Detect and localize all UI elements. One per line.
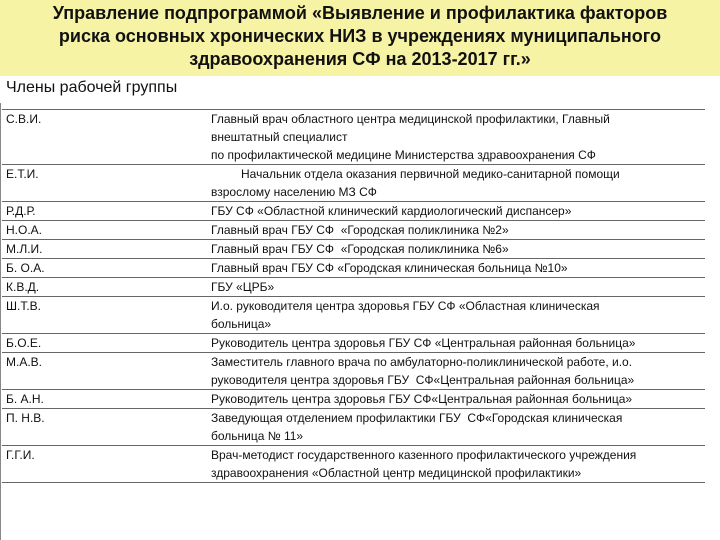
member-position <box>209 278 705 297</box>
member-initials: Р.Д.Р. <box>2 202 209 221</box>
table-row <box>2 297 705 334</box>
member-initials: М.А.В. <box>2 353 209 390</box>
member-initials: Б.О.Е. <box>2 334 209 353</box>
member-initials: Б. А.Н. <box>2 390 209 409</box>
table-row <box>2 334 705 353</box>
table-row <box>2 110 705 165</box>
member-position <box>209 202 705 221</box>
table-row <box>2 353 705 390</box>
members-table-body <box>2 110 705 483</box>
title-line: Управление подпрограммой «Выявление и профилактика факторов <box>52 3 668 23</box>
section-subtitle: Члены рабочей группы <box>6 79 178 96</box>
member-position <box>209 221 705 240</box>
position-line: по профилактической медицине Министерства здравоохранения СФ <box>211 148 596 162</box>
member-position <box>209 390 705 409</box>
table-row <box>2 165 705 202</box>
position-line: Главный врач областного центра медицинской профилактики, Главный <box>211 112 610 126</box>
position-line: Главный врач ГБУ СФ «Городская клиническая больница №10» <box>211 261 568 275</box>
table-row <box>2 390 705 409</box>
position-line: Руководитель центра здоровья ГБУ СФ «Центральная районная больница» <box>211 336 636 350</box>
position-line: больница № 11» <box>211 429 304 443</box>
position-line: руководителя центра здоровья ГБУ СФ«Центральная районная больница» <box>211 373 635 387</box>
member-initials: П. Н.В. <box>2 409 209 446</box>
table-row <box>2 278 705 297</box>
member-initials: С.В.И. <box>2 110 209 165</box>
table-row <box>2 240 705 259</box>
position-line: Заместитель главного врача по амбулаторно-поликлинической работе, и.о. <box>211 355 633 369</box>
member-initials: Е.Т.И. <box>2 165 209 202</box>
position-line: ГБУ «ЦРБ» <box>211 280 275 294</box>
member-position <box>209 165 705 202</box>
position-line: Главный врач ГБУ СФ «Городская поликлиника №6» <box>211 242 509 256</box>
position-line: больница» <box>211 317 272 331</box>
position-line: взрослому населению МЗ СФ <box>211 185 377 199</box>
members-table <box>2 109 705 483</box>
member-initials: К.В.Д. <box>2 278 209 297</box>
table-row <box>2 409 705 446</box>
page-title <box>0 0 720 71</box>
member-position <box>209 334 705 353</box>
position-line: Главный врач ГБУ СФ «Городская поликлиника №2» <box>211 223 509 237</box>
members-sheet <box>0 103 720 540</box>
position-line: Заведующая отделением профилактики ГБУ СФ«Городская клиническая <box>211 411 623 425</box>
position-line: внештатный специалист <box>211 130 348 144</box>
title-line: здравоохранения СФ на 2013-2017 гг.» <box>189 49 531 69</box>
member-position <box>209 259 705 278</box>
member-initials: Б. О.А. <box>2 259 209 278</box>
member-initials: М.Л.И. <box>2 240 209 259</box>
position-line: Начальник отдела оказания первичной медико-санитарной помощи <box>211 167 620 181</box>
member-position <box>209 446 705 483</box>
position-line: И.о. руководителя центра здоровья ГБУ СФ «Областная клиническая <box>211 299 600 313</box>
member-position <box>209 240 705 259</box>
position-line: ГБУ СФ «Областной клинический кардиологический диспансер» <box>211 204 572 218</box>
title-line: риска основных хронических НИЗ в учреждениях муниципального <box>58 26 662 46</box>
position-line: Врач-методист государственного казенного профилактического учреждения <box>211 448 637 462</box>
table-row <box>2 221 705 240</box>
position-line: Руководитель центра здоровья ГБУ СФ«Центральная районная больница» <box>211 392 633 406</box>
position-line: здравоохранения «Областной центр медицинской профилактики» <box>211 466 582 480</box>
member-initials: Н.О.А. <box>2 221 209 240</box>
member-position <box>209 409 705 446</box>
member-position <box>209 353 705 390</box>
member-position <box>209 110 705 165</box>
table-row <box>2 446 705 483</box>
member-initials: Ш.Т.В. <box>2 297 209 334</box>
title-band <box>0 0 720 76</box>
table-row <box>2 202 705 221</box>
member-position <box>209 297 705 334</box>
table-row <box>2 259 705 278</box>
member-initials: Г.Г.И. <box>2 446 209 483</box>
